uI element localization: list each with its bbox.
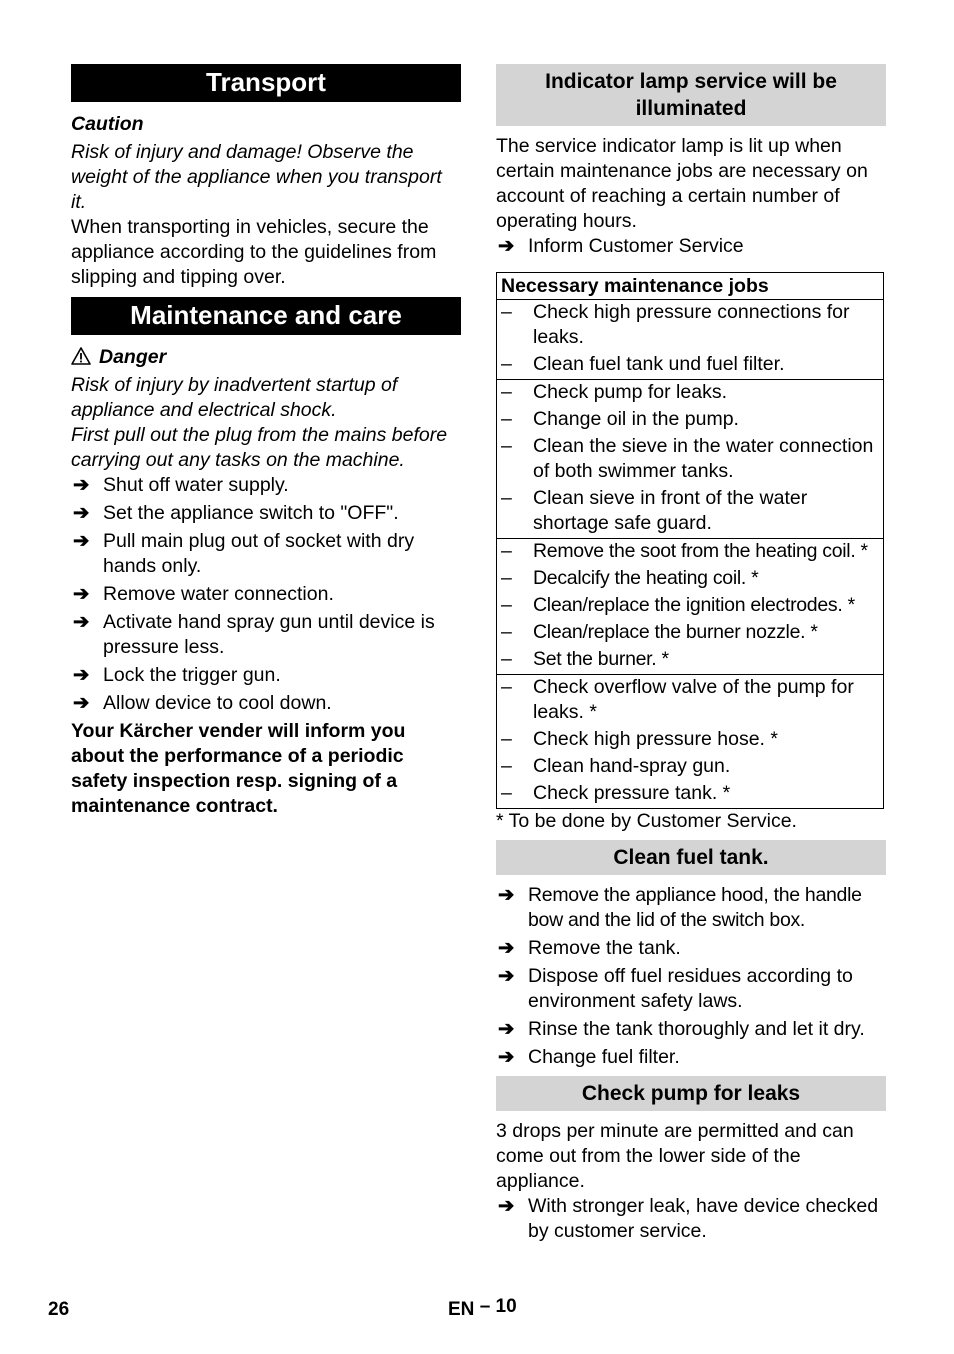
- arrow-icon: ➔: [498, 1046, 515, 1068]
- list-item: ➔ Shut off water supply.: [73, 474, 289, 496]
- table-row: – Check high pressure connections for leaks.: [501, 301, 850, 348]
- arrow-icon: ➔: [73, 664, 90, 686]
- table-header: Necessary maintenance jobs: [497, 273, 884, 300]
- arrow-icon: ➔: [73, 692, 90, 714]
- list-item: ➔ Change fuel filter.: [498, 1046, 680, 1068]
- table-row: – Decalcify the heating coil. *: [501, 567, 759, 589]
- caution-text: Risk of injury and damage! Observe the weight of the appliance when you transport it.: [71, 141, 442, 213]
- list-item: ➔ Remove the tank.: [498, 937, 681, 959]
- list-item: ➔ Remove the appliance hood, the handle bow and the lid of the switch box.: [498, 884, 862, 931]
- arrow-icon: ➔: [498, 235, 515, 257]
- arrow-icon: ➔: [498, 937, 515, 959]
- list-item: ➔ Lock the trigger gun.: [73, 664, 281, 686]
- table-row: – Clean/replace the burner nozzle. *: [501, 621, 818, 643]
- pump-body: 3 drops per minute are permitted and can come out from the lower side of the appliance.: [496, 1120, 854, 1192]
- karcher-note: Your Kärcher vender will inform you about the performance of a periodic safety inspection resp. signing of a maintenance contract.: [71, 720, 406, 817]
- table-footnote: * To be done by Customer Service.: [496, 810, 797, 832]
- list-item: ➔ Activate hand spray gun until device is pressure less.: [73, 611, 435, 658]
- table-row: – Clean the sieve in the water connection of both swimmer tanks.: [501, 435, 874, 482]
- table-row: – Clean/replace the ignition electrodes. *: [501, 594, 855, 616]
- transport-body: When transporting in vehicles, secure the appliance according to the guidelines from slipping and tipping over.: [71, 216, 437, 288]
- maintenance-heading: Maintenance and care: [71, 297, 461, 335]
- indicator-lamp-heading: Indicator lamp service will be illuminated: [496, 64, 886, 126]
- arrow-icon: ➔: [498, 965, 515, 987]
- table-group: [497, 300, 884, 380]
- indicator-body: The service indicator lamp is lit up when certain maintenance jobs are necessary on account of reaching a certain number of operating hours.: [496, 135, 868, 232]
- footer-lang: [448, 1297, 517, 1322]
- arrow-icon: ➔: [498, 884, 515, 906]
- table-group: [497, 675, 884, 809]
- arrow-icon: ➔: [73, 530, 90, 552]
- list-item: ➔ Set the appliance switch to "OFF".: [73, 502, 399, 524]
- list-item: ➔ Pull main plug out of socket with dry hands only.: [73, 530, 415, 577]
- danger-text-2: First pull out the plug from the mains before carrying out any tasks on the machine.: [71, 424, 448, 471]
- table-row: – Remove the soot from the heating coil. *: [501, 540, 868, 562]
- list-item: ➔ With stronger leak, have device checked by customer service.: [498, 1195, 879, 1242]
- arrow-icon: ➔: [498, 1195, 515, 1217]
- page-number: 26: [48, 1299, 70, 1320]
- arrow-icon: ➔: [498, 1018, 515, 1040]
- danger-label-row: [71, 345, 461, 370]
- arrow-icon: ➔: [73, 583, 90, 605]
- sub-page-number: – 10: [479, 1296, 517, 1317]
- danger-label: Danger: [99, 346, 167, 368]
- maintenance-jobs-table: [496, 272, 884, 809]
- check-pump-heading: Check pump for leaks: [496, 1076, 886, 1111]
- table-group: [497, 539, 884, 675]
- table-row: – Check overflow valve of the pump for leaks. *: [501, 676, 854, 723]
- table-row: – Clean hand-spray gun.: [501, 755, 731, 777]
- list-item: ➔ Remove water connection.: [73, 583, 334, 605]
- table-row: – Change oil in the pump.: [501, 408, 739, 430]
- arrow-icon: ➔: [73, 474, 90, 496]
- list-item: ➔ Inform Customer Service: [498, 235, 744, 257]
- table-row: – Check pressure tank. *: [501, 782, 731, 804]
- indicator-steps: [496, 234, 886, 259]
- lang-label: EN: [448, 1299, 475, 1320]
- danger-text-1: Risk of injury by inadvertent startup of appliance and electrical shock.: [71, 374, 398, 421]
- table-group: [497, 380, 884, 539]
- caution-label: Caution: [71, 113, 144, 135]
- transport-heading: Transport: [71, 64, 461, 102]
- maintenance-steps: [71, 473, 461, 716]
- warning-triangle-icon: [71, 347, 91, 365]
- arrow-icon: ➔: [73, 611, 90, 633]
- pump-steps: [496, 1194, 886, 1244]
- table-row: – Check pump for leaks.: [501, 381, 728, 403]
- table-row: – Clean sieve in front of the water shortage safe guard.: [501, 487, 808, 534]
- arrow-icon: ➔: [73, 502, 90, 524]
- list-item: ➔ Allow device to cool down.: [73, 692, 332, 714]
- list-item: ➔ Dispose off fuel residues according to environment safety laws.: [498, 965, 853, 1012]
- left-column: [71, 64, 461, 819]
- right-column: [496, 64, 886, 1247]
- fuel-steps: [496, 883, 886, 1070]
- table-row: – Set the burner. *: [501, 648, 669, 670]
- list-item: ➔ Rinse the tank thoroughly and let it dry.: [498, 1018, 865, 1040]
- table-row: – Check high pressure hose. *: [501, 728, 778, 750]
- table-row: – Clean fuel tank und fuel filter.: [501, 353, 785, 375]
- clean-fuel-tank-heading: Clean fuel tank.: [496, 840, 886, 875]
